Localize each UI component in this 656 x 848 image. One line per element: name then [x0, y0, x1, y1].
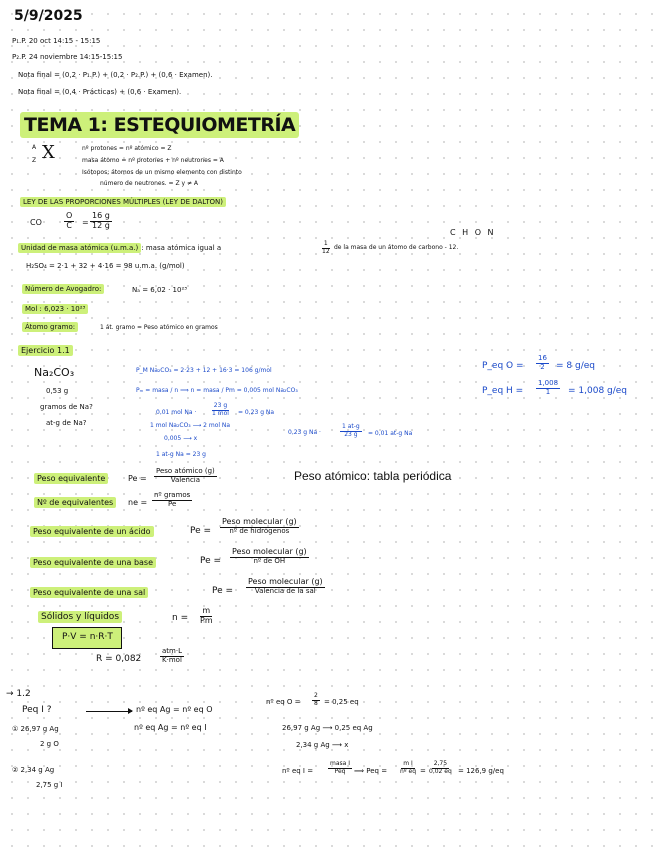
neq-o-label: nº eq O = [266, 698, 301, 706]
gas-constant-units: atm·L K·mol [162, 647, 182, 664]
exercise-1-1-formula: Na₂CO₃ [34, 366, 75, 379]
ex12-ratio-1: 26,97 g Ag ⟶ 0,25 eq Ag [282, 724, 373, 732]
ex11-ratio-1: 1 mol Na₂CO₃ ⟶ 2 mol Na [150, 422, 231, 429]
exercise-1-1-q2: at-g de Na? [46, 419, 87, 427]
solids-liquids-label: Sólidos y líquidos [38, 613, 122, 622]
neq-i-fraction: masa I Peq [330, 760, 351, 775]
atomo-gramo-text: 1 át. gramo = Peso atómico en gramos [100, 324, 218, 331]
ex11-atg-fraction: $\frac{1 at-g}{23 g}$ [342, 423, 360, 438]
peq-o-result: = 8 g/eq [556, 361, 595, 371]
pe-fraction: Peso atómico (g) Valencia [156, 467, 215, 484]
dalton-heading: LEY DE LAS PROPORCIONES MÚLTIPLES (LEY DE DALTON) [20, 199, 226, 206]
pe-acid-fraction: Peso molecular (g) nº de hidrógenos [222, 517, 297, 535]
ex11-grams-fraction: 23 g 1 mol [212, 402, 229, 417]
exercise-1-1-q1: gramos de Na? [40, 403, 93, 411]
exercise-1-2-item1: ① 26,97 g Ag [12, 725, 59, 733]
pe-salt-label: Peso equivalente de una sal [30, 589, 148, 597]
dalton-compound: CO [30, 218, 42, 227]
topic-title: TEMA 1: ESTEQUIOMETRÍA [20, 116, 299, 135]
peq-arrow: ⟹ Peq = [354, 767, 388, 775]
ex11-ratio-2: 0,005 ⟶ x [164, 435, 198, 442]
exercise-1-2-item2: ② 2,34 g Ag [12, 766, 55, 774]
ex12-ratio-2: 2,34 g Ag ⟶ x [296, 741, 349, 749]
schedule-p1: P₁.P. 20 oct 14:15 - 15:15 [12, 37, 101, 45]
pe-base-symbol: Pe = [200, 556, 222, 566]
uma-text-b: de la masa de un átomo de carbono - 12. [334, 244, 459, 251]
pe-salt-fraction: Peso molecular (g) Valencia de la sal [248, 577, 323, 595]
neq-symbol: ne = [128, 498, 148, 507]
moles-symbol: n = [172, 613, 189, 623]
mol-definition: Mol : 6,023 · 10²³ [22, 306, 88, 313]
pe-salt-symbol: Pe = [212, 586, 234, 596]
atom-mass-number: A [32, 144, 37, 151]
pe-label: Peso equivalente [34, 475, 108, 483]
peq-fraction-2: $\frac{2,75}{0,02 eq}$ [429, 760, 452, 775]
neq-o-fraction: $\frac{2}{8}$ [314, 692, 318, 707]
pe-symbol: Pe = [128, 474, 147, 483]
neq-fraction: nº gramos Pe [154, 491, 191, 508]
neq-label: Nº de equivalentes [34, 499, 116, 507]
peq-h-fraction: $\frac{1,008}{1}$ [538, 379, 559, 396]
ex11-grams-result: = 0,23 g Na [238, 409, 275, 416]
uma-text-a: : masa atómica igual a [141, 244, 222, 252]
dalton-equals: = [82, 218, 89, 227]
dalton-ratio: $\frac{O}{C}$ [66, 211, 73, 230]
moles-fraction: $\frac{m}{Pm}$ [200, 606, 213, 625]
exercise-1-1-given: 0,53 g [46, 387, 69, 395]
ex11-molar-mass: P_M Na₂CO₃ = 2·23 + 12 + 16·3 = 106 g/mol [136, 367, 272, 374]
exercise-1-2-eq2: nº eq Ag = nº eq I [134, 723, 207, 732]
neq-o-result: = 0,25 eq [324, 698, 359, 706]
peq-o-label: P_eq O = [482, 361, 524, 371]
ex11-atg-calc: 0,23 g Na · [288, 429, 321, 436]
exercise-1-2-item1b: 2 g O [40, 740, 59, 748]
ex11-grams-calc: 0,01 mol Na · [156, 409, 197, 416]
uma-line [18, 245, 221, 252]
atom-note-2: masa átomo = nº protones + nº neutrones = A [82, 157, 224, 164]
grade-formula-1: Nota final = (0,2 · P₁.P.) + (0,2 · P₂.P.) + (0,6 · Examen). [18, 71, 213, 79]
atom-note-4: número de neutrones. = Z y ≠ A [100, 180, 199, 187]
peq-o-fraction: $\frac{16}{2}$ [538, 354, 547, 371]
ex11-moles: Pₘ = masa / n ⟹ n = masa / Pm = 0,005 mol Na₂CO₃ [136, 387, 298, 394]
atomo-gramo-label: Átomo gramo: [22, 324, 78, 331]
uma-fraction: $\frac{1}{12}$ [322, 240, 330, 255]
pe-base-fraction: Peso molecular (g) nº de OH [232, 547, 307, 565]
pe-base-label: Peso equivalente de una base [30, 559, 156, 567]
chon-note: C H O N [450, 228, 496, 237]
atom-atomic-number: Z [32, 157, 37, 164]
uma-example: H₂SO₄ = 2·1 + 32 + 4·16 = 98 u.m.a. (g/mol) [26, 262, 185, 270]
arrow-icon [86, 711, 132, 712]
atom-note-1: nº protones = nº atómico = Z [82, 145, 172, 152]
ex11-atg-def: 1 at-g Na = 23 g [156, 451, 206, 458]
peq-h-result: = 1,008 g/eq [568, 386, 628, 396]
exercise-1-2-heading: → 1.2 [6, 689, 31, 699]
ideal-gas-law: P·V = n·R·T [62, 632, 113, 642]
pe-acid-symbol: Pe = [190, 526, 212, 536]
peq-i-result: = 126,9 g/eq [458, 767, 504, 775]
atom-symbol: X [42, 142, 55, 163]
exercise-1-1-heading: Ejercicio 1.1 [18, 347, 73, 355]
peq-eq: = [420, 767, 426, 775]
pe-acid-label: Peso equivalente de un ácido [30, 528, 154, 536]
page-date: 5/9/2025 [14, 8, 83, 24]
avogadro-label: Número de Avogadro: [22, 286, 104, 293]
exercise-1-2-item2b: 2,75 g I [36, 781, 63, 789]
ex11-atg-result: = 0,01 at-g Na [368, 430, 413, 437]
typed-note: Peso atómico: tabla periódica [294, 469, 452, 483]
avogadro-value: Nₐ = 6,02 · 10²³ [132, 286, 188, 294]
schedule-p2: P₂.P. 24 noviembre 14:15-15:15 [12, 53, 123, 61]
exercise-1-2-question: Peq I ? [22, 705, 52, 715]
neq-i-label: nº eq I = [282, 767, 314, 775]
atom-note-3: Isótopos: átomos de un mismo elemento con distinto [82, 169, 242, 176]
grade-formula-2: Nota final = (0,4 · Prácticas) + (0,6 · Examen). [18, 88, 182, 96]
peq-h-label: P_eq H = [482, 386, 524, 396]
gas-constant: R = 0,082 [96, 654, 142, 664]
peq-fraction-1: $\frac{\text{m I}}{\text{nº eq}}$ [400, 760, 417, 775]
uma-label: Unidad de masa atómica (u.m.a.) [18, 243, 141, 253]
dalton-mass-ratio: $\frac{16 g}{12 g}$ [92, 211, 110, 230]
exercise-1-2-eq1: nº eq Ag = nº eq O [136, 705, 213, 714]
